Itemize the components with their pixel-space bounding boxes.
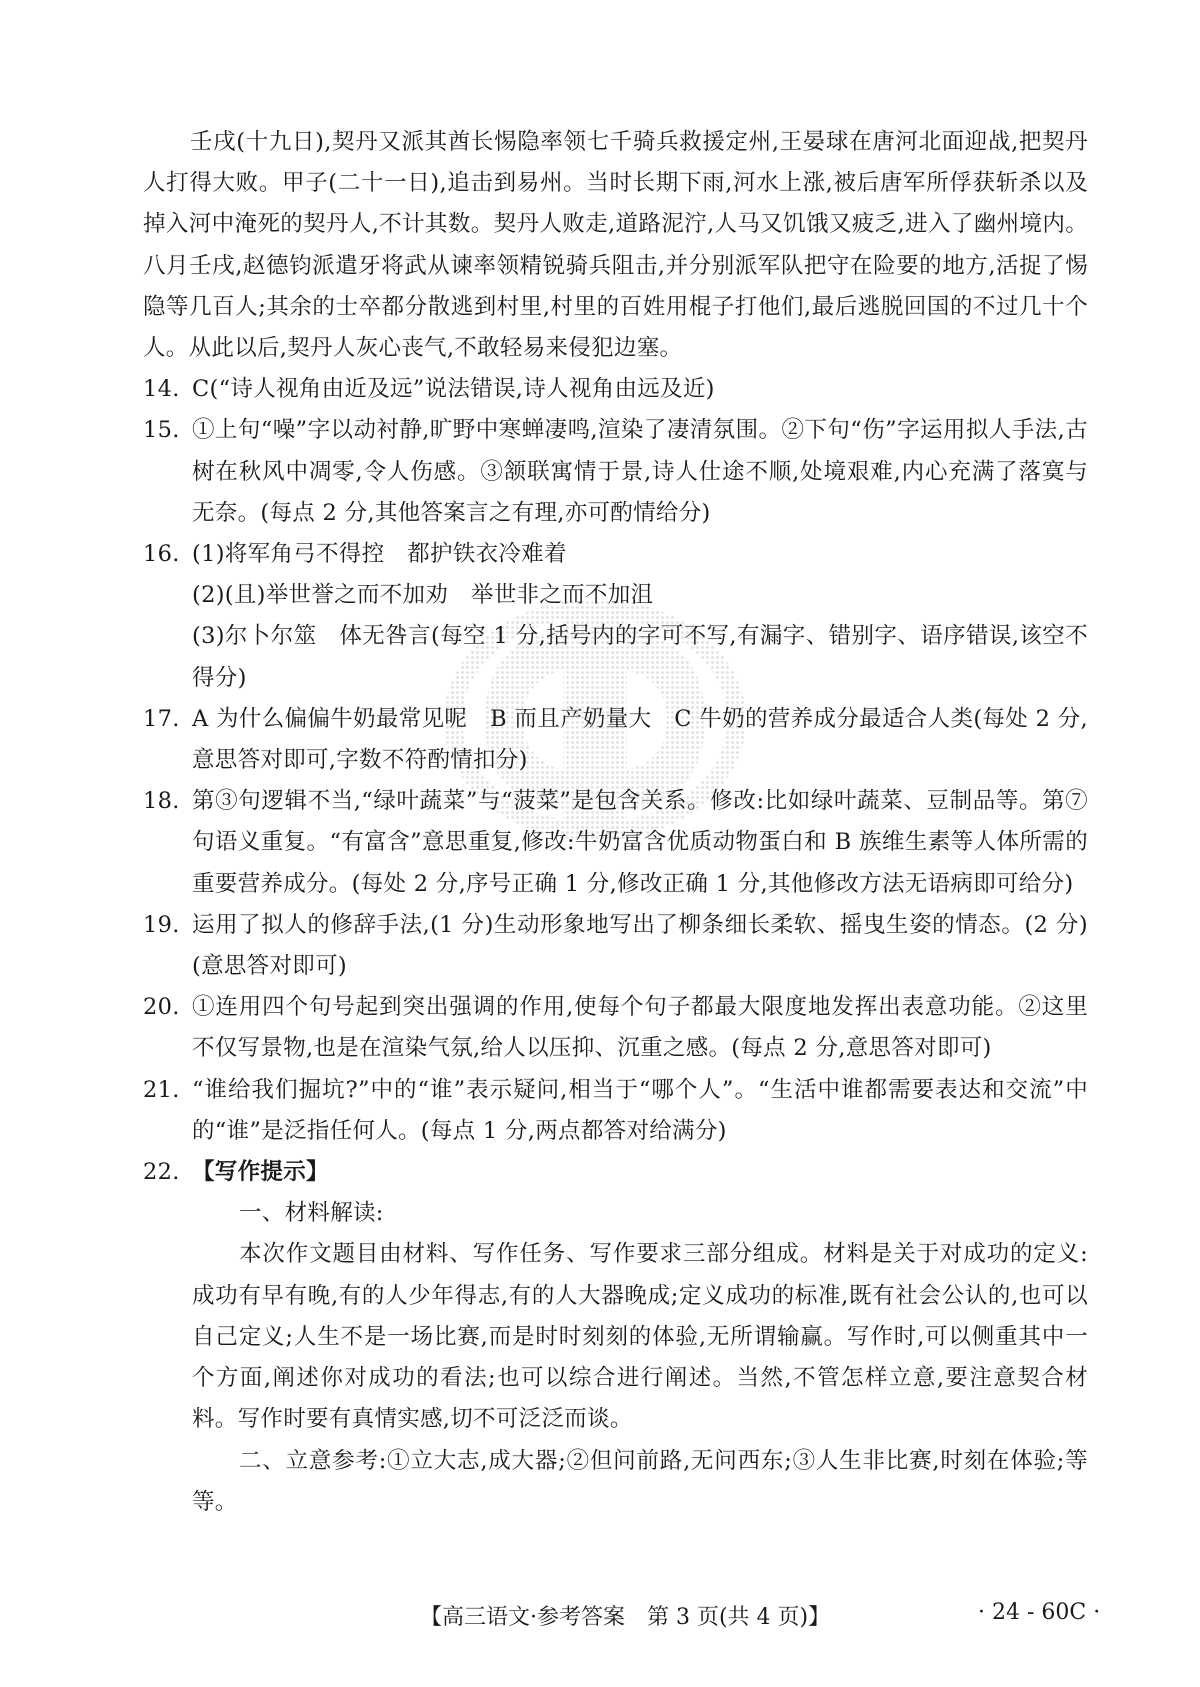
answer-line-3: (3)尔卜尔筮 体无咎言(每空 1 分,括号内的字可不写,有漏字、错别字、语序错误,该空不得分) <box>192 623 1088 691</box>
answer-text: ①连用四个句号起到突出强调的作用,使每个句子都最大限度地发挥出表意功能。②这里不仅写景物,也是在渲染气氛,给人以压抑、沉重之感。(每点 2 分,意思答对即可) <box>192 994 1088 1062</box>
footer-title: 【高三语文·参考答案 第 3 页(共 4 页)】 <box>420 1605 831 1630</box>
answer-text: ①上句“噪”字以动衬静,旷野中寒蝉凄鸣,渲染了凄清氛围。②下句“伤”字运用拟人手法,古树在秋风中凋零,令人伤感。③颔联寓情于景,诗人仕途不顺,处境艰难,内心充满了落寞与无奈。(每点 2 分,其他答案言之有理,亦可酌情给分) <box>192 417 1088 526</box>
answer-text: 第③句逻辑不当,“绿叶蔬菜”与“菠菜”是包含关系。修改:比如绿叶蔬菜、豆制品等。第⑦句语义重复。“有富含”意思重复,修改:牛奶富含优质动物蛋白和 B 族维生素等人体所需的重要营养成分。(每处 2 分,序号正确 1 分,修改正确 1 分,其他修改方法无语病即可给分) <box>192 788 1088 897</box>
answer-line-1: (1)将军角弓不得控 都护铁衣冷难着 <box>192 541 567 568</box>
answer-18 <box>143 781 1088 905</box>
answer-16 <box>143 534 1088 699</box>
answer-text: 运用了拟人的修辞手法,(1 分)生动形象地写出了柳条细长柔软、摇曳生姿的情态。(2 分)(意思答对即可) <box>192 911 1088 980</box>
answer-number: 17. <box>143 705 180 732</box>
answer-14 <box>143 369 1088 410</box>
answer-text: C(“诗人视角由近及远”说法错误,诗人视角由远及近) <box>192 376 715 403</box>
answer-17 <box>143 699 1088 781</box>
answer-number: 18. <box>143 788 180 815</box>
answer-21 <box>143 1070 1088 1152</box>
material-interpretation-heading: 一、材料解读: <box>239 1200 384 1227</box>
material-interpretation-text: 本次作文题目由材料、写作任务、写作要求三部分组成。材料是关于对成功的定义:成功有早有晚,有的人少年得志,有的人大器晚成;定义成功的标准,既有社会公认的,也可以自己定义;人生不是一场比赛,而是时时刻刻的体验,无所谓输赢。写作时,可以侧重其中一个方面,阐述你对成功的看法;也可以综合进行阐述。当然,不管怎样立意,要注意契合材料。写作时要有真情实感,切不可泛泛而谈。 <box>192 1241 1088 1433</box>
answer-line-2: (2)(且)举世誉之而不加劝 举世非之而不加沮 <box>192 582 654 609</box>
answer-number: 19. <box>143 911 180 938</box>
theme-reference-text: 二、立意参考:①立大志,成大器;②但问前路,无问西东;③人生非比赛,时刻在体验;等等。 <box>192 1447 1088 1515</box>
answer-22 <box>143 1152 1088 1523</box>
answer-text: “谁给我们掘坑?”中的“谁”表示疑问,相当于“哪个人”。“生活中谁都需要表达和交流”中的“谁”是泛指任何人。(每点 1 分,两点都答对给满分) <box>192 1076 1088 1144</box>
translation-paragraph: 壬戌(十九日),契丹又派其酋长惕隐率领七千骑兵救援定州,王晏球在唐河北面迎战,把契丹人打得大败。甲子(二十一日),追击到易州。当时长期下雨,河水上涨,被后唐军所俘获斩杀以及掉入河中淹死的契丹人,不计其数。契丹人败走,道路泥泞,人马又饥饿又疲乏,进入了幽州境内。八月壬戌,赵德钧派遣牙将武从谏率领精锐骑兵阻击,并分别派军队把守在险要的地方,活捉了惕隐等几百人;其余的士卒都分散逃到村里,村里的百姓用棍子打他们,最后逃脱回国的不过几十个人。从此以后,契丹人灰心丧气,不敢轻易来侵犯边塞。 <box>143 129 1088 362</box>
answer-number: 16. <box>143 541 180 568</box>
answer-content <box>143 122 1088 1523</box>
answer-20 <box>143 987 1088 1069</box>
page-footer <box>0 1600 1200 1640</box>
answer-number: 14. <box>143 376 180 403</box>
answer-15 <box>143 410 1088 534</box>
answer-number: 21. <box>143 1076 180 1103</box>
footer-code: · 24 - 60C · <box>978 1600 1101 1625</box>
answer-number: 15. <box>143 417 180 444</box>
answer-text: A 为什么偏偏牛奶最常见呢 B 而且产奶量大 C 牛奶的营养成分最适合人类(每处 2 分,意思答对即可,字数不符酌情扣分) <box>192 705 1088 774</box>
answer-number: 20. <box>143 994 180 1021</box>
writing-tips-heading: 【写作提示】 <box>192 1159 329 1186</box>
answer-number: 22. <box>143 1159 180 1186</box>
answer-19 <box>143 905 1088 987</box>
